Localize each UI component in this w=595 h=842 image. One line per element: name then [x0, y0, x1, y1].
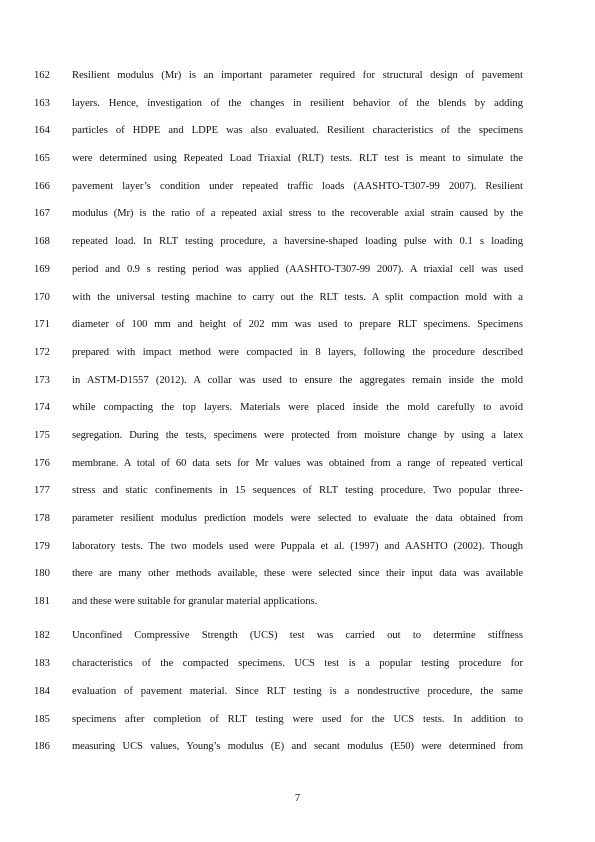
line-text: Resilient modulus (Mr) is an important parameter required for structural design of pavement [72, 70, 523, 81]
line-text: while compacting the top layers. Materials were placed inside the mold carefully to avoid [72, 402, 523, 414]
text-line [0, 207, 595, 235]
line-number: 165 [34, 153, 50, 165]
text-line [0, 512, 595, 540]
line-text: with the universal testing machine to carry out the RLT tests. A split compaction mold with a [72, 291, 523, 303]
line-text: Unconfined Compressive Strength (UCS) test was carried out to determine stiffness [72, 630, 523, 642]
text-line [0, 152, 595, 180]
line-text: and these were suitable for granular material applications. [72, 596, 318, 608]
line-text: period and 0.9 s resting period was applied (AASHTO-T307-99 2007). A triaxial cell was used [72, 263, 523, 275]
text-line [0, 657, 595, 685]
line-number: 168 [34, 236, 50, 248]
line-number: 181 [34, 596, 50, 608]
line-text: in ASTM-D1557 (2012). A collar was used to ensure the aggregates remain inside the mold [72, 374, 523, 386]
line-number: 174 [34, 402, 50, 414]
line-text: characteristics of the compacted specimens. UCS test is a popular testing procedure for [72, 658, 523, 670]
line-text: stress and static confinements in 15 sequences of RLT testing procedure. Two popular three- [72, 485, 523, 497]
line-number: 182 [34, 630, 50, 642]
line-number: 163 [34, 97, 50, 109]
text-line [0, 713, 595, 741]
line-number: 170 [34, 291, 50, 303]
line-number: 183 [34, 658, 50, 670]
line-number: 164 [34, 125, 50, 137]
line-text: specimens after completion of RLT testing were used for the UCS tests. In addition to [72, 713, 523, 725]
line-text: prepared with impact method were compacted in 8 layers, following the procedure described [72, 346, 523, 358]
line-number: 185 [34, 713, 50, 725]
line-text: segregation. During the tests, specimens were protected from moisture change by using a latex [72, 429, 523, 441]
line-text: were determined using Repeated Load Triaxial (RLT) tests. RLT test is meant to simulate the [72, 153, 523, 165]
line-text: particles of HDPE and LDPE was also evaluated. Resilient characteristics of the specimens [72, 125, 523, 137]
line-text: repeated load. In RLT testing procedure, a haversine-shaped loading pulse with 0.1 s loading [72, 236, 523, 248]
text-line [0, 124, 595, 152]
text-line [0, 291, 595, 319]
text-line [0, 263, 595, 291]
line-text: pavement layer’s condition under repeated traffic loads (AASHTO-T307-99 2007). Resilient [72, 180, 523, 192]
line-text: layers. Hence, investigation of the changes in resilient behavior of the blends by adding [72, 97, 523, 109]
line-text: there are many other methods available, these were selected since their input data was available [72, 568, 523, 580]
line-number: 167 [34, 208, 50, 220]
text-line [0, 374, 595, 402]
line-text: membrane. A total of 60 data sets for Mr values was obtained from a range of repeated vertical [72, 457, 523, 469]
text-line [0, 97, 595, 125]
line-number: 186 [34, 741, 50, 753]
line-number: 173 [34, 374, 50, 386]
text-line [0, 180, 595, 208]
line-number: 169 [34, 263, 50, 275]
text-line [0, 401, 595, 429]
text-line [0, 457, 595, 485]
text-line [0, 484, 595, 512]
line-number: 178 [34, 513, 50, 524]
text-line [0, 595, 595, 623]
line-number: 176 [34, 457, 50, 469]
text-line [0, 69, 595, 97]
line-number: 172 [34, 346, 50, 358]
page-number: 7 [294, 793, 301, 804]
text-line [0, 346, 595, 374]
text-line [0, 740, 595, 768]
text-line [0, 429, 595, 457]
line-number: 184 [34, 685, 50, 697]
line-number: 177 [34, 485, 50, 497]
line-number: 162 [34, 70, 50, 81]
line-number: 180 [34, 568, 50, 580]
line-text: evaluation of pavement material. Since RLT testing is a nondestructive procedure, the same [72, 685, 523, 697]
line-number: 175 [34, 429, 50, 441]
text-line [0, 567, 595, 595]
line-text: laboratory tests. The two models used were Puppala et al. (1997) and AASHTO (2002). Though [72, 540, 523, 552]
line-numbered-text-body [0, 69, 595, 768]
text-line [0, 685, 595, 713]
line-number: 171 [34, 319, 50, 331]
line-number: 179 [34, 540, 50, 552]
text-line [0, 235, 595, 263]
text-line [0, 629, 595, 657]
line-text: modulus (Mr) is the ratio of a repeated axial stress to the recoverable axial strain caused by the [72, 208, 523, 220]
line-text: measuring UCS values, Young’s modulus (E) and secant modulus (E50) were determined from [72, 741, 523, 753]
line-text: parameter resilient modulus prediction models were selected to evaluate the data obtained from [72, 513, 523, 524]
text-line [0, 318, 595, 346]
text-line [0, 540, 595, 568]
line-number: 166 [34, 180, 50, 192]
line-text: diameter of 100 mm and height of 202 mm was used to prepare RLT specimens. Specimens [72, 319, 523, 331]
